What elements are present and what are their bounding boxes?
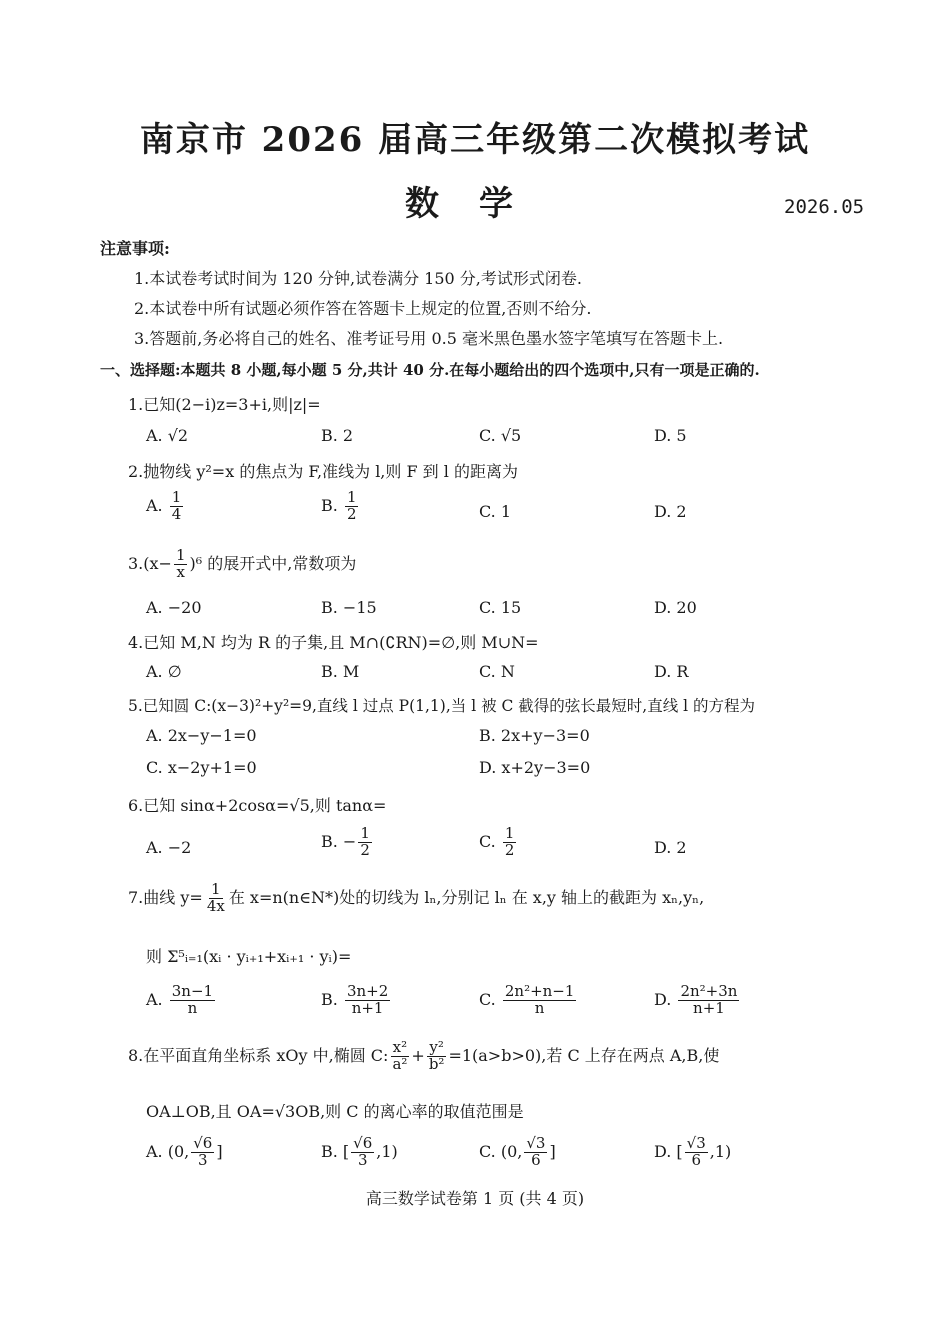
question-2-stem: 2.抛物线 y²=x 的焦点为 F,准线为 l,则 F 到 l 的距离为 [128, 462, 518, 481]
q4-option-c: C. N [479, 662, 515, 681]
q8-option-b: B. [ $\frac{√6}{3}$ ,1) [321, 1134, 398, 1169]
question-7-stem: 7.曲线 y= $\frac{1}{4x}$ 在 x=n(n∈N*)处的切线为 lₙ,分别记 lₙ 在 x,y 轴上的截距为 xₙ,yₙ, [128, 880, 705, 915]
fraction: $\frac{1}{2}$ [346, 488, 357, 523]
q6-option-a: A. −2 [146, 838, 192, 857]
page-footer: 高三数学试卷第 1 页 (共 4 页) [365, 1189, 585, 1208]
q2-option-d: D. 2 [654, 502, 687, 521]
q6-option-d: D. 2 [654, 838, 687, 857]
q4-option-a: A. ∅ [146, 662, 182, 681]
q5-option-a: A. 2x−y−1=0 [146, 726, 257, 745]
fraction: $\frac{\text{x²}}{\text{a²}}$ [392, 1038, 408, 1073]
fraction: $\frac{3n-1}{n}$ [171, 982, 214, 1017]
q1-option-d: D. 5 [654, 426, 687, 445]
q3-option-c: C. 15 [479, 598, 522, 617]
question-1-stem: 1.已知(2−i)z=3+i,则|z|= [128, 395, 321, 414]
question-5-stem: 5.已知圆 C:(x−3)²+y²=9,直线 l 过点 P(1,1),当 l 被 C 截得的弦长最短时,直线 l 的方程为 [128, 697, 756, 715]
fraction: $\frac{\text{2n²+n−1}}{n}$ [504, 982, 575, 1017]
fraction: $\frac{1}{2}$ [360, 824, 370, 859]
question-7-sum: 则 Σ⁵ᵢ₌₁(xᵢ · yᵢ₊₁+xᵢ₊₁ · yᵢ)= [146, 947, 352, 966]
q7-option-d: D. $\frac{\text{2n²+3n}}{n+1}$ [654, 982, 738, 1017]
q3-option-d: D. 20 [654, 598, 697, 617]
q1-option-b: B. 2 [321, 426, 354, 445]
q5-option-d: D. x+2y−3=0 [479, 758, 591, 777]
q3-option-a: A. −20 [146, 598, 202, 617]
exam-title: 南京市 2026 届高三年级第二次模拟考试 [139, 120, 811, 160]
notice-item: 2.本试卷中所有试题必须作答在答题卡上规定的位置,否则不给分. [134, 299, 592, 318]
q7-option-c: C. $\frac{\text{2n²+n−1}}{n}$ [479, 982, 575, 1017]
question-4-stem: 4.已知 M,N 均为 R 的子集,且 M∩(∁RN)=∅,则 M∪N= [128, 633, 539, 652]
q1-option-a: A. √2 [146, 426, 189, 445]
q2-option-c: C. 1 [479, 502, 512, 521]
notice-item: 3.答题前,务必将自己的姓名、准考证号用 0.5 毫米黑色墨水签字笔填写在答题卡上. [134, 329, 724, 348]
question-8-stem: 8.在平面直角坐标系 xOy 中,椭圆 C: $\frac{\text{x²}}{\text{a²}}$ + $\frac{\text{y²}}{\text{b²}}$ =1(a>b>0),若 C 上存在两点 A,B,使 [128, 1038, 720, 1073]
fraction: $\frac{1}{x}$ [175, 546, 186, 581]
question-3-stem: 3.(x− $\frac{1}{x}$ )⁶ 的展开式中,常数项为 [128, 546, 357, 581]
q1-option-c: C. √5 [479, 426, 522, 445]
fraction: $\frac{√6}{3}$ [193, 1134, 213, 1169]
q5-option-b: B. 2x+y−3=0 [479, 726, 590, 745]
q6-option-c: C. $\frac{1}{2}$ [479, 824, 515, 859]
q4-option-b: B. M [321, 662, 360, 681]
notice-heading: 注意事项: [100, 239, 170, 258]
fraction: $\frac{3n+2}{n+1}$ [346, 982, 389, 1017]
q2-option-a: A. $\frac{1}{4}$ [146, 488, 182, 523]
exam-date: 2026.05 [784, 196, 865, 218]
question-8-line2: OA⊥OB,且 OA=√3OB,则 C 的离心率的取值范围是 [146, 1102, 524, 1121]
fraction: $\frac{√3}{6}$ [686, 1134, 706, 1169]
subject-title: 数学 [405, 184, 553, 224]
q5-option-c: C. x−2y+1=0 [146, 758, 257, 777]
q7-option-b: B. $\frac{3n+2}{n+1}$ [321, 982, 389, 1017]
q7-option-a: A. $\frac{3n-1}{n}$ [146, 982, 214, 1017]
fraction: $\frac{\text{2n²+3n}}{n+1}$ [680, 982, 738, 1017]
q6-option-b: B. − $\frac{1}{2}$ [321, 824, 370, 859]
q8-option-d: D. [ $\frac{√3}{6}$ ,1) [654, 1134, 732, 1169]
notice-item: 1.本试卷考试时间为 120 分钟,试卷满分 150 分,考试形式闭卷. [134, 269, 582, 288]
section-heading: 一、选择题:本题共 8 小题,每小题 5 分,共计 40 分.在每小题给出的四个选项中,只有一项是正确的. [100, 361, 760, 379]
q2-option-b: B. $\frac{1}{2}$ [321, 488, 357, 523]
q4-option-d: D. R [654, 662, 689, 681]
q8-option-c: C. (0, $\frac{√3}{6}$ ] [479, 1134, 556, 1169]
fraction: $\frac{1}{4x}$ [206, 880, 225, 915]
fraction: $\frac{\text{y²}}{\text{b²}}$ [428, 1038, 445, 1073]
fraction: $\frac{√3}{6}$ [526, 1134, 546, 1169]
fraction: $\frac{1}{4}$ [171, 488, 182, 523]
fraction: $\frac{1}{2}$ [504, 824, 515, 859]
question-6-stem: 6.已知 sinα+2cosα=√5,则 tanα= [128, 796, 387, 815]
q8-option-a: A. (0, $\frac{√6}{3}$ ] [146, 1134, 223, 1169]
q3-option-b: B. −15 [321, 598, 377, 617]
fraction: $\frac{√6}{3}$ [353, 1134, 373, 1169]
